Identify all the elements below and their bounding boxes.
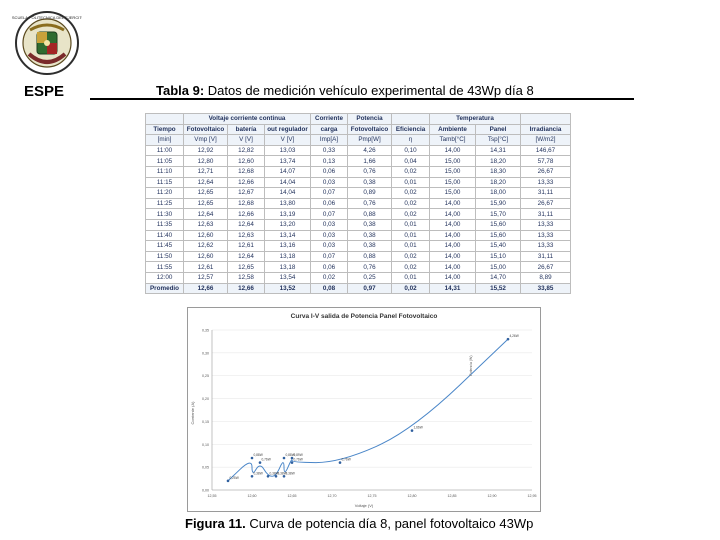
column-unit: Pmp[W] <box>348 135 392 146</box>
table-row <box>146 209 571 220</box>
table-cell: 12,68 <box>228 198 265 209</box>
column-unit: Vmp [V] <box>184 135 228 146</box>
table-cell: 0,76 <box>348 166 392 177</box>
table-cell: 0,01 <box>392 177 430 188</box>
table-cell: 0,02 <box>392 188 430 199</box>
data-label: 0,38W <box>269 471 279 476</box>
table-cell: 15,60 <box>476 230 521 241</box>
table-cell: 14,00 <box>430 198 476 209</box>
average-cell: 14,31 <box>430 283 476 294</box>
average-cell: 15,52 <box>476 283 521 294</box>
table-cell: 14,31 <box>476 145 521 156</box>
table-cell: 0,02 <box>392 262 430 273</box>
data-label: 1,66W <box>413 425 423 430</box>
table-cell: 0,04 <box>392 156 430 167</box>
y-tick-label: 0,30 <box>202 351 209 356</box>
data-point <box>227 480 230 483</box>
average-cell: 0,97 <box>348 283 392 294</box>
y-tick-label: 0,00 <box>202 488 209 493</box>
table-cell: 11:30 <box>146 209 184 220</box>
table-cell: 12,80 <box>184 156 228 167</box>
data-point <box>291 461 294 464</box>
table-cell: 12,66 <box>228 177 265 188</box>
table-cell: 13,16 <box>265 241 311 252</box>
average-cell: 12,66 <box>228 283 265 294</box>
data-label: 0,88W <box>253 453 263 457</box>
table-cell: 14,00 <box>430 230 476 241</box>
table-cell: 0,07 <box>311 209 348 220</box>
y-tick-label: 0,05 <box>202 465 209 470</box>
x-tick-label: 12,60 <box>247 494 257 498</box>
table-cell: 15,00 <box>430 188 476 199</box>
data-label: 4,26W <box>509 334 519 339</box>
table-cell: 0,03 <box>311 219 348 230</box>
table-cell: 12,58 <box>228 272 265 283</box>
table-cell: 0,07 <box>311 251 348 262</box>
data-point <box>283 475 286 478</box>
table-cell: 11:55 <box>146 262 184 273</box>
table-cell: 13,74 <box>265 156 311 167</box>
data-label: 0,76W <box>293 457 303 462</box>
x-tick-label: 12,65 <box>287 494 297 498</box>
table-cell: 18,00 <box>476 188 521 199</box>
column-header: Irradiancia <box>521 124 571 135</box>
table-cell: 13,14 <box>265 230 311 241</box>
table-cell: 13,18 <box>265 262 311 273</box>
table-cell: 18,30 <box>476 166 521 177</box>
table-cell: 0,03 <box>311 241 348 252</box>
table-cell: 14,00 <box>430 219 476 230</box>
table-row <box>146 219 571 230</box>
table-cell: 12,63 <box>184 219 228 230</box>
x-tick-label: 12,55 <box>207 494 217 498</box>
table-cell: 12,66 <box>228 209 265 220</box>
table-cell: 31,11 <box>521 251 571 262</box>
table-cell: 0,88 <box>348 251 392 262</box>
trend-label: Potencia (W) <box>469 355 473 376</box>
chart-svg <box>188 308 540 511</box>
table-cell: 13,33 <box>521 219 571 230</box>
column-header-row <box>146 124 571 135</box>
table-row <box>146 272 571 283</box>
column-header: Panel <box>476 124 521 135</box>
table-cell: 13,33 <box>521 241 571 252</box>
espe-logo <box>12 10 82 80</box>
table-title-text: Datos de medición vehículo experimental de 43Wp día 8 <box>204 83 534 98</box>
table-cell: 11:50 <box>146 251 184 262</box>
table-cell: 12,64 <box>184 177 228 188</box>
table-cell: 0,03 <box>311 230 348 241</box>
column-header: Ambiente <box>430 124 476 135</box>
y-tick-label: 0,35 <box>202 328 209 333</box>
table-cell: 0,02 <box>392 209 430 220</box>
table-cell: 13,80 <box>265 198 311 209</box>
measurement-table <box>145 113 571 294</box>
table-cell: 11:10 <box>146 166 184 177</box>
average-cell: 12,66 <box>184 283 228 294</box>
table-cell: 0,02 <box>392 166 430 177</box>
table-cell: 13,33 <box>521 177 571 188</box>
table-cell: 14,04 <box>265 188 311 199</box>
table-cell: 12,92 <box>184 145 228 156</box>
column-unit: V [V] <box>228 135 265 146</box>
table-cell: 12,61 <box>228 241 265 252</box>
column-unit: Tamb[°C] <box>430 135 476 146</box>
table-cell: 13,33 <box>521 230 571 241</box>
average-row <box>146 283 571 294</box>
table-row <box>146 230 571 241</box>
institution-label: ESPE <box>24 83 65 100</box>
data-point <box>411 429 414 432</box>
table-cell: 14,00 <box>430 241 476 252</box>
table-cell: 15,00 <box>476 262 521 273</box>
average-cell: 0,02 <box>392 283 430 294</box>
table-cell: 15,60 <box>476 219 521 230</box>
table-cell: 0,01 <box>392 241 430 252</box>
power-curve-chart <box>187 307 541 512</box>
table-cell: 14,00 <box>430 251 476 262</box>
column-header: Fotovoltaico <box>184 124 228 135</box>
data-label: 0,25W <box>229 475 239 480</box>
x-tick-label: 12,70 <box>327 494 337 498</box>
table-title-number: Tabla 9: <box>156 83 205 98</box>
table-cell: 146,67 <box>521 145 571 156</box>
table-cell: 15,40 <box>476 241 521 252</box>
table-cell: 26,67 <box>521 198 571 209</box>
table-cell: 11:05 <box>146 156 184 167</box>
y-tick-label: 0,15 <box>202 419 209 424</box>
unit-header-row <box>146 135 571 146</box>
figure-caption <box>185 516 533 531</box>
column-header: Fotovoltaico <box>348 124 392 135</box>
table-cell: 14,70 <box>476 272 521 283</box>
table-cell: 12,63 <box>228 230 265 241</box>
table-cell: 0,06 <box>311 166 348 177</box>
table-cell: 13,20 <box>265 219 311 230</box>
table-cell: 15,70 <box>476 209 521 220</box>
data-label: 0,38W <box>277 471 287 476</box>
y-tick-label: 0,25 <box>202 374 209 379</box>
table-cell: 14,04 <box>265 177 311 188</box>
data-point <box>275 475 278 478</box>
data-label: 0,89W <box>293 453 303 457</box>
group-header-voltage: Voltaje corriente continua <box>184 114 311 125</box>
table-cell: 0,03 <box>311 177 348 188</box>
x-tick-label: 12,75 <box>367 494 377 498</box>
table-cell: 12,64 <box>228 251 265 262</box>
table-row <box>146 251 571 262</box>
table-row <box>146 241 571 252</box>
column-unit: V [V] <box>265 135 311 146</box>
table-cell: 12,67 <box>228 188 265 199</box>
table-cell: 15,90 <box>476 198 521 209</box>
table-cell: 8,89 <box>521 272 571 283</box>
group-header-power: Potencia <box>348 114 392 125</box>
group-header-row <box>146 114 571 125</box>
table-cell: 57,78 <box>521 156 571 167</box>
y-axis-label: Corriente (A) <box>190 401 195 425</box>
table-cell: 14,00 <box>430 209 476 220</box>
table-cell: 12,71 <box>184 166 228 177</box>
table-cell: 12,65 <box>228 262 265 273</box>
logo-ring-text: ESCUELA POLITECNICA DEL EJERCITO <box>12 15 82 20</box>
table-cell: 0,25 <box>348 272 392 283</box>
table-cell: 12,61 <box>184 262 228 273</box>
table-cell: 14,00 <box>430 145 476 156</box>
table-cell: 31,11 <box>521 188 571 199</box>
group-header-temperature: Temperatura <box>430 114 521 125</box>
table-cell: 0,01 <box>392 219 430 230</box>
table-cell: 13,54 <box>265 272 311 283</box>
table-cell: 13,18 <box>265 251 311 262</box>
table-cell: 0,38 <box>348 177 392 188</box>
header-divider <box>90 98 634 100</box>
figure-caption-text: Curva de potencia día 8, panel fotovoltaico 43Wp <box>245 516 534 531</box>
table-cell: 13,03 <box>265 145 311 156</box>
table-cell: 11:45 <box>146 241 184 252</box>
average-cell: 33,85 <box>521 283 571 294</box>
column-header: Eficiencia <box>392 124 430 135</box>
data-point <box>339 461 342 464</box>
table-cell: 12,64 <box>184 209 228 220</box>
table-cell: 26,67 <box>521 262 571 273</box>
table-cell: 14,00 <box>430 262 476 273</box>
table-cell: 12,64 <box>228 219 265 230</box>
table-cell: 13,19 <box>265 209 311 220</box>
data-label: 0,38W <box>253 471 263 476</box>
data-point <box>259 461 262 464</box>
table-row <box>146 188 571 199</box>
table-row <box>146 198 571 209</box>
table-cell: 18,20 <box>476 177 521 188</box>
table-cell: 0,38 <box>348 219 392 230</box>
table-cell: 0,02 <box>311 272 348 283</box>
table-cell: 11:35 <box>146 219 184 230</box>
table-cell: 15,10 <box>476 251 521 262</box>
table-cell: 11:25 <box>146 198 184 209</box>
table-cell: 12,65 <box>184 198 228 209</box>
table-cell: 11:00 <box>146 145 184 156</box>
data-point <box>283 457 286 460</box>
data-point <box>267 475 270 478</box>
table-cell: 0,06 <box>311 198 348 209</box>
data-label: 0,38W <box>285 471 295 476</box>
table-cell: 0,02 <box>392 198 430 209</box>
table-cell: 12,68 <box>228 166 265 177</box>
table-cell: 0,06 <box>311 262 348 273</box>
figure-caption-number: Figura 11. <box>185 516 246 531</box>
column-unit: [min] <box>146 135 184 146</box>
chart-title: Curva I-V salida de Potencia Panel Fotovoltaico <box>290 313 438 320</box>
data-label: 0,76W <box>261 457 271 462</box>
table-cell: 0,88 <box>348 209 392 220</box>
espe-seal-image <box>12 10 82 80</box>
table-row <box>146 166 571 177</box>
table-cell: 11:15 <box>146 177 184 188</box>
column-header: batería <box>228 124 265 135</box>
column-header: carga <box>311 124 348 135</box>
table-cell: 0,38 <box>348 241 392 252</box>
table-cell: 0,33 <box>311 145 348 156</box>
table-cell: 12,82 <box>228 145 265 156</box>
table-cell: 15,00 <box>430 156 476 167</box>
table-cell: 12,62 <box>184 241 228 252</box>
column-header: Tiempo <box>146 124 184 135</box>
x-tick-label: 12,85 <box>447 494 457 498</box>
data-point <box>507 338 510 341</box>
table-cell: 14,07 <box>265 166 311 177</box>
table-row <box>146 156 571 167</box>
table-row <box>146 262 571 273</box>
table-cell: 0,01 <box>392 272 430 283</box>
table-cell: 18,20 <box>476 156 521 167</box>
table-cell: 0,10 <box>392 145 430 156</box>
table-cell: 31,11 <box>521 209 571 220</box>
data-point <box>251 475 254 478</box>
table-cell: 12,60 <box>184 230 228 241</box>
table-cell: 0,07 <box>311 188 348 199</box>
table-cell: 12,60 <box>184 251 228 262</box>
x-axis-label: Voltaje (V) <box>354 503 374 508</box>
table-cell: 11:20 <box>146 188 184 199</box>
column-header: out regulador <box>265 124 311 135</box>
y-tick-label: 0,20 <box>202 397 209 402</box>
table-cell: 0,02 <box>392 251 430 262</box>
table-cell: 0,38 <box>348 230 392 241</box>
table-cell: 11:40 <box>146 230 184 241</box>
table-cell: 15,00 <box>430 177 476 188</box>
table-cell: 12,60 <box>228 156 265 167</box>
table-cell: 15,00 <box>430 166 476 177</box>
table-cell: 0,76 <box>348 198 392 209</box>
group-header-current: Corriente <box>311 114 348 125</box>
y-tick-label: 0,10 <box>202 442 209 447</box>
x-tick-label: 12,90 <box>487 494 497 498</box>
data-point <box>251 457 254 460</box>
table-cell: 1,66 <box>348 156 392 167</box>
data-label: 0,76W <box>341 457 351 462</box>
table-cell: 0,89 <box>348 188 392 199</box>
table-cell: 12,57 <box>184 272 228 283</box>
table-cell: 0,76 <box>348 262 392 273</box>
column-unit: Tsp[°C] <box>476 135 521 146</box>
table-cell: 12:00 <box>146 272 184 283</box>
data-label: 0,88W <box>285 453 295 457</box>
table-row <box>146 177 571 188</box>
table-row <box>146 145 571 156</box>
table-cell: 0,01 <box>392 230 430 241</box>
x-tick-label: 12,95 <box>527 494 537 498</box>
table-cell: 0,13 <box>311 156 348 167</box>
table-cell: 12,65 <box>184 188 228 199</box>
column-unit: Imp[A] <box>311 135 348 146</box>
table-title <box>156 83 534 98</box>
table-cell: 14,00 <box>430 272 476 283</box>
table-cell: 4,26 <box>348 145 392 156</box>
column-unit: η <box>392 135 430 146</box>
average-cell: 0,08 <box>311 283 348 294</box>
column-unit: [W/m2] <box>521 135 571 146</box>
average-cell: Promedio <box>146 283 184 294</box>
average-cell: 13,52 <box>265 283 311 294</box>
table-cell: 26,67 <box>521 166 571 177</box>
x-tick-label: 12,80 <box>407 494 417 498</box>
